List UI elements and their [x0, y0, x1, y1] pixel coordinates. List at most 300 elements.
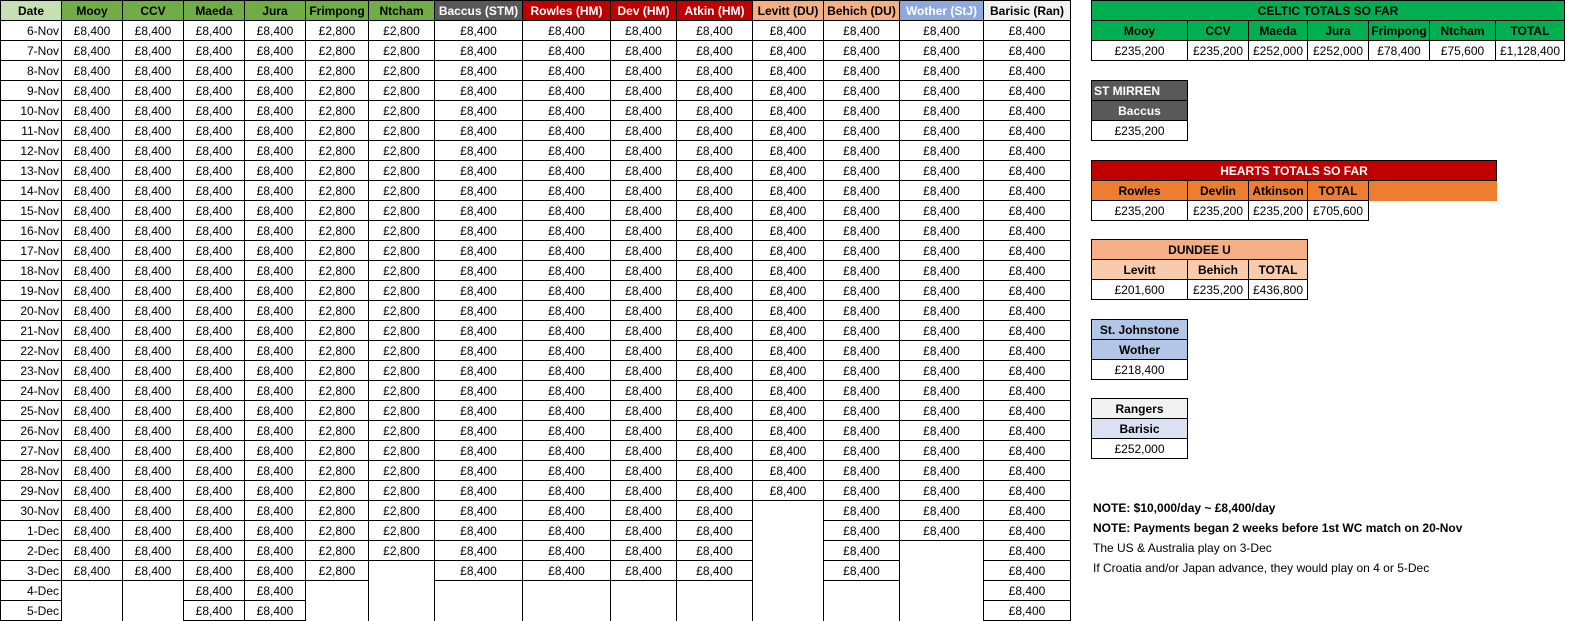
payment-cell: £8,400 [523, 41, 611, 61]
payment-cell: £8,400 [611, 401, 677, 421]
summary-value: £201,600 [1092, 280, 1188, 300]
payment-cell: £8,400 [824, 21, 900, 41]
payment-cell [824, 581, 900, 601]
payment-cell: £8,400 [245, 201, 306, 221]
column-header: Maeda [184, 1, 245, 21]
payment-cell: £8,400 [984, 461, 1071, 481]
payment-cell: £8,400 [900, 421, 984, 441]
payment-cell: £8,400 [824, 101, 900, 121]
payment-cell: £8,400 [245, 41, 306, 61]
payment-cell: £8,400 [523, 441, 611, 461]
date-cell: 6-Nov [1, 21, 62, 41]
dundee-header-row [1092, 260, 1308, 280]
payment-cell: £2,800 [306, 41, 369, 61]
payment-cell: £8,400 [62, 441, 123, 461]
payment-cell: £8,400 [824, 421, 900, 441]
summary-value: £436,800 [1249, 280, 1308, 300]
date-cell: 11-Nov [1, 121, 62, 141]
payment-cell: £8,400 [62, 61, 123, 81]
payment-cell: £8,400 [984, 221, 1071, 241]
payment-cell: £8,400 [824, 441, 900, 461]
payment-cell: £8,400 [753, 401, 824, 421]
payment-cell: £8,400 [611, 81, 677, 101]
payment-cell: £8,400 [824, 521, 900, 541]
payment-cell: £8,400 [984, 301, 1071, 321]
payment-cell: £8,400 [184, 101, 245, 121]
summary-header: CCV [1188, 21, 1249, 41]
payment-cell: £8,400 [184, 561, 245, 581]
payment-cell: £8,400 [523, 21, 611, 41]
date-cell: 17-Nov [1, 241, 62, 261]
table-row [1, 341, 1071, 361]
payment-cell: £8,400 [984, 341, 1071, 361]
payment-cell: £2,800 [306, 381, 369, 401]
payment-cell: £8,400 [611, 101, 677, 121]
column-header: Jura [245, 1, 306, 21]
payment-cell: £8,400 [435, 281, 523, 301]
payment-cell: £8,400 [900, 241, 984, 261]
date-cell: 24-Nov [1, 381, 62, 401]
payment-cell: £8,400 [184, 201, 245, 221]
payment-cell: £8,400 [677, 141, 753, 161]
payment-cell: £8,400 [984, 581, 1071, 601]
summary-header: Rowles [1092, 181, 1188, 201]
payment-cell: £8,400 [62, 461, 123, 481]
payment-cell: £2,800 [306, 101, 369, 121]
payment-cell: £2,800 [306, 361, 369, 381]
payment-cell: £8,400 [611, 121, 677, 141]
payment-cell [611, 581, 677, 601]
payment-cell: £8,400 [984, 481, 1071, 501]
note-line: If Croatia and/or Japan advance, they would play on 4 or 5-Dec [1093, 561, 1430, 575]
payment-cell: £8,400 [900, 21, 984, 41]
payment-cell: £8,400 [753, 301, 824, 321]
payment-cell: £2,800 [369, 381, 435, 401]
table-row [1, 201, 1071, 221]
payment-cell: £8,400 [523, 361, 611, 381]
table-row [1, 401, 1071, 421]
payment-cell: £8,400 [435, 541, 523, 561]
table-row [1, 281, 1071, 301]
payment-cell: £8,400 [245, 461, 306, 481]
rangers-value-row [1092, 439, 1188, 459]
payment-cell: £8,400 [435, 201, 523, 221]
summary-value: £235,200 [1249, 201, 1308, 221]
payment-cell: £8,400 [62, 321, 123, 341]
payment-cell: £8,400 [753, 81, 824, 101]
payment-cell: £8,400 [184, 521, 245, 541]
payment-cell: £8,400 [435, 141, 523, 161]
date-cell: 29-Nov [1, 481, 62, 501]
payment-cell: £2,800 [306, 181, 369, 201]
payment-cell: £2,800 [306, 61, 369, 81]
payment-cell: £8,400 [824, 461, 900, 481]
dundee-totals-table [1091, 239, 1308, 300]
payment-cell: £8,400 [523, 401, 611, 421]
table-row [1, 261, 1071, 281]
payment-cell: £8,400 [123, 301, 184, 321]
note-line: NOTE: $10,000/day ~ £8,400/day [1093, 501, 1276, 515]
payment-cell: £8,400 [123, 501, 184, 521]
payment-cell: £8,400 [900, 121, 984, 141]
table-row [1, 381, 1071, 401]
payment-cell: £8,400 [184, 421, 245, 441]
payment-cell: £2,800 [369, 61, 435, 81]
payment-cell [369, 601, 435, 621]
date-cell: 9-Nov [1, 81, 62, 101]
payment-cell: £8,400 [984, 561, 1071, 581]
payment-cell: £8,400 [435, 421, 523, 441]
table-row [1, 41, 1071, 61]
payment-cell: £8,400 [245, 101, 306, 121]
payment-cell: £8,400 [523, 201, 611, 221]
payment-cell: £8,400 [184, 541, 245, 561]
payment-cell: £8,400 [677, 81, 753, 101]
summary-header: Levitt [1092, 260, 1188, 280]
payment-cell: £8,400 [611, 521, 677, 541]
payment-cell: £8,400 [611, 201, 677, 221]
payment-cell: £8,400 [184, 461, 245, 481]
payment-cell: £8,400 [245, 161, 306, 181]
payment-cell: £8,400 [753, 341, 824, 361]
payment-cell: £8,400 [677, 561, 753, 581]
payment-cell: £8,400 [824, 481, 900, 501]
payment-cell [369, 561, 435, 581]
payment-cell: £8,400 [523, 421, 611, 441]
payment-cell: £8,400 [824, 141, 900, 161]
payment-cell: £8,400 [753, 221, 824, 241]
summary-value: £235,200 [1188, 201, 1249, 221]
payment-cell: £8,400 [123, 181, 184, 201]
payment-cell: £8,400 [435, 261, 523, 281]
payment-cell: £8,400 [677, 521, 753, 541]
payment-cell: £8,400 [984, 401, 1071, 421]
payment-cell: £8,400 [753, 101, 824, 121]
st-johnstone-title: St. Johnstone [1092, 320, 1188, 340]
column-header: Behich (DU) [824, 1, 900, 21]
payment-cell: £8,400 [753, 161, 824, 181]
column-header: Baccus (STM) [435, 1, 523, 21]
date-cell: 26-Nov [1, 421, 62, 441]
payment-cell [611, 601, 677, 621]
payment-cell: £8,400 [245, 381, 306, 401]
payment-cell: £2,800 [306, 81, 369, 101]
dundee-value-row [1092, 280, 1308, 300]
payment-cell: £8,400 [123, 381, 184, 401]
payment-cell: £8,400 [245, 321, 306, 341]
payment-cell: £8,400 [753, 381, 824, 401]
payment-cell [753, 501, 824, 521]
payment-cell: £8,400 [824, 541, 900, 561]
payment-cell: £2,800 [369, 101, 435, 121]
table-row [1, 521, 1071, 541]
payment-cell: £8,400 [435, 221, 523, 241]
payment-cell: £8,400 [824, 121, 900, 141]
payment-cell: £8,400 [435, 161, 523, 181]
payment-cell: £2,800 [306, 21, 369, 41]
payment-cell: £8,400 [184, 301, 245, 321]
payment-cell: £2,800 [369, 141, 435, 161]
payment-cell: £8,400 [62, 481, 123, 501]
column-header: Barisic (Ran) [984, 1, 1071, 21]
payment-cell: £8,400 [123, 201, 184, 221]
summary-header: TOTAL [1308, 181, 1369, 201]
rangers-title: Rangers [1092, 399, 1188, 419]
summary-value: £252,000 [1092, 439, 1188, 459]
payment-cell: £8,400 [753, 121, 824, 141]
payment-cell: £2,800 [306, 201, 369, 221]
payment-cell: £8,400 [900, 181, 984, 201]
payment-cell: £8,400 [611, 501, 677, 521]
column-header: Wother (StJ) [900, 1, 984, 21]
hearts-value-row [1092, 201, 1497, 221]
payment-cell: £8,400 [900, 321, 984, 341]
payment-cell: £8,400 [611, 21, 677, 41]
payment-cell: £8,400 [611, 181, 677, 201]
date-cell: 15-Nov [1, 201, 62, 221]
payment-cell: £8,400 [900, 281, 984, 301]
payment-cell: £8,400 [245, 301, 306, 321]
payment-cell: £8,400 [123, 101, 184, 121]
table-row [1, 561, 1071, 581]
payment-cell: £8,400 [984, 181, 1071, 201]
payment-cell: £8,400 [984, 61, 1071, 81]
payment-cell: £8,400 [611, 541, 677, 561]
summary-value: £235,200 [1092, 121, 1188, 141]
payment-cell: £8,400 [984, 421, 1071, 441]
payment-cell [435, 581, 523, 601]
payment-cell: £8,400 [523, 561, 611, 581]
payment-cell: £8,400 [184, 501, 245, 521]
payment-cell [677, 581, 753, 601]
date-cell: 16-Nov [1, 221, 62, 241]
payment-cell: £8,400 [245, 341, 306, 361]
payment-cell: £2,800 [369, 481, 435, 501]
hearts-header-fill [1369, 181, 1497, 201]
payment-cell: £8,400 [523, 501, 611, 521]
payment-cell: £8,400 [824, 221, 900, 241]
payment-cell: £8,400 [123, 221, 184, 241]
summary-header: TOTAL [1496, 21, 1565, 41]
payment-cell: £8,400 [677, 441, 753, 461]
payment-cell: £8,400 [523, 161, 611, 181]
payment-cell: £8,400 [123, 21, 184, 41]
payment-cell: £2,800 [306, 561, 369, 581]
payment-cell [753, 561, 824, 581]
table-row [1, 21, 1071, 41]
payment-cell: £8,400 [435, 121, 523, 141]
st-mirren-header-row [1092, 101, 1188, 121]
payment-cell: £8,400 [523, 461, 611, 481]
column-header: Frimpong [306, 1, 369, 21]
payment-cell [900, 581, 984, 601]
payment-cell: £8,400 [900, 41, 984, 61]
payment-cell: £8,400 [523, 341, 611, 361]
payment-cell: £8,400 [123, 41, 184, 61]
payment-cell: £8,400 [184, 221, 245, 241]
payment-cell: £8,400 [62, 561, 123, 581]
payment-cell: £8,400 [900, 161, 984, 181]
summary-value: £252,000 [1249, 41, 1308, 61]
date-cell: 25-Nov [1, 401, 62, 421]
payment-cell: £2,800 [369, 501, 435, 521]
payment-cell: £8,400 [435, 441, 523, 461]
payment-cell: £8,400 [984, 241, 1071, 261]
payment-cell [306, 581, 369, 601]
payment-cell: £8,400 [62, 381, 123, 401]
payment-cell: £8,400 [677, 41, 753, 61]
summary-header: Wother [1092, 340, 1188, 360]
payment-cell [900, 601, 984, 621]
payment-cell: £8,400 [677, 501, 753, 521]
summary-header: Baccus [1092, 101, 1188, 121]
payment-cell: £8,400 [184, 41, 245, 61]
payment-cell: £8,400 [824, 61, 900, 81]
payment-cell: £8,400 [245, 181, 306, 201]
payment-cell: £2,800 [306, 161, 369, 181]
payment-cell: £8,400 [184, 181, 245, 201]
payment-cell: £8,400 [900, 221, 984, 241]
table-row [1, 161, 1071, 181]
payment-cell [824, 601, 900, 621]
payment-cell: £8,400 [984, 521, 1071, 541]
payment-cell: £8,400 [62, 181, 123, 201]
payment-cell: £8,400 [523, 261, 611, 281]
payment-cell: £2,800 [369, 41, 435, 61]
summary-value: £252,000 [1308, 41, 1369, 61]
payment-cell: £8,400 [523, 61, 611, 81]
payment-cell: £8,400 [435, 501, 523, 521]
payment-cell: £8,400 [753, 41, 824, 61]
table-row [1, 61, 1071, 81]
payment-cell [306, 601, 369, 621]
payment-cell: £2,800 [369, 521, 435, 541]
payment-cell: £8,400 [984, 441, 1071, 461]
table-row [1, 581, 1071, 601]
payment-cell: £8,400 [523, 181, 611, 201]
payment-cell: £8,400 [677, 421, 753, 441]
column-header: Mooy [62, 1, 123, 21]
hearts-value-fill [1369, 201, 1497, 221]
payment-cell: £8,400 [984, 81, 1071, 101]
payment-cell: £8,400 [984, 201, 1071, 221]
date-cell: 1-Dec [1, 521, 62, 541]
payment-cell: £8,400 [435, 401, 523, 421]
payment-cell: £8,400 [753, 441, 824, 461]
payment-cell: £2,800 [306, 481, 369, 501]
payment-cell: £8,400 [184, 581, 245, 601]
payment-cell: £8,400 [753, 281, 824, 301]
payment-cell: £8,400 [824, 241, 900, 261]
note-line: The US & Australia play on 3-Dec [1093, 541, 1272, 555]
payment-cell: £8,400 [435, 481, 523, 501]
payment-cell: £8,400 [753, 241, 824, 261]
payment-cell [753, 601, 824, 621]
column-header: CCV [123, 1, 184, 21]
payment-cell: £8,400 [900, 201, 984, 221]
payment-cell: £8,400 [824, 341, 900, 361]
payment-cell: £8,400 [184, 141, 245, 161]
st-johnstone-table [1091, 319, 1188, 380]
payment-cell: £8,400 [184, 481, 245, 501]
payment-cell: £2,800 [369, 301, 435, 321]
payment-cell: £8,400 [245, 521, 306, 541]
payment-cell: £2,800 [369, 121, 435, 141]
payment-cell: £8,400 [824, 501, 900, 521]
payment-cell: £8,400 [435, 381, 523, 401]
date-cell: 28-Nov [1, 461, 62, 481]
payment-cell: £8,400 [123, 321, 184, 341]
payment-cell: £8,400 [611, 241, 677, 261]
payment-cell: £2,800 [369, 241, 435, 261]
column-header: Date [1, 1, 62, 21]
payment-cell: £2,800 [306, 241, 369, 261]
payment-cell: £2,800 [306, 461, 369, 481]
payment-cell: £8,400 [753, 61, 824, 81]
payment-cell: £8,400 [824, 401, 900, 421]
payment-cell: £8,400 [900, 501, 984, 521]
payment-cell: £8,400 [184, 121, 245, 141]
payment-cell [523, 581, 611, 601]
payment-cell: £8,400 [984, 541, 1071, 561]
payment-cell: £8,400 [62, 541, 123, 561]
payment-cell [677, 601, 753, 621]
payment-cell: £8,400 [900, 61, 984, 81]
column-header: Ntcham [369, 1, 435, 21]
payment-cell: £8,400 [435, 181, 523, 201]
payment-cell: £2,800 [369, 281, 435, 301]
table-row [1, 141, 1071, 161]
payment-cell: £2,800 [306, 401, 369, 421]
payment-cell: £8,400 [123, 81, 184, 101]
payment-cell: £8,400 [611, 281, 677, 301]
summary-value: £235,200 [1188, 41, 1249, 61]
payment-cell: £2,800 [369, 441, 435, 461]
st-johnstone-header-row [1092, 340, 1188, 360]
table-row [1, 541, 1071, 561]
payment-cell: £8,400 [753, 421, 824, 441]
payment-cell: £8,400 [245, 61, 306, 81]
summary-header: Frimpong [1369, 21, 1430, 41]
payment-cell: £8,400 [184, 61, 245, 81]
table-row [1, 301, 1071, 321]
payment-cell: £8,400 [677, 181, 753, 201]
table-row [1, 421, 1071, 441]
st-mirren-title: ST MIRREN [1092, 81, 1188, 101]
payment-cell: £2,800 [306, 221, 369, 241]
payment-cell [753, 541, 824, 561]
payment-cell: £2,800 [369, 181, 435, 201]
payment-cell: £8,400 [611, 481, 677, 501]
payment-cell: £8,400 [984, 121, 1071, 141]
hearts-header-row [1092, 181, 1497, 201]
payment-cell: £8,400 [184, 381, 245, 401]
payment-cell [62, 601, 123, 621]
payment-cell: £8,400 [611, 141, 677, 161]
payment-cell: £8,400 [611, 301, 677, 321]
payment-cell: £8,400 [245, 481, 306, 501]
payment-cell: £8,400 [611, 161, 677, 181]
payment-cell: £8,400 [824, 381, 900, 401]
date-cell: 7-Nov [1, 41, 62, 61]
payment-cell: £8,400 [677, 261, 753, 281]
payment-cell: £8,400 [123, 281, 184, 301]
table-row [1, 601, 1071, 621]
payment-cell: £8,400 [62, 41, 123, 61]
payment-cell: £8,400 [62, 401, 123, 421]
payment-cell: £8,400 [984, 281, 1071, 301]
payment-cell: £8,400 [62, 81, 123, 101]
